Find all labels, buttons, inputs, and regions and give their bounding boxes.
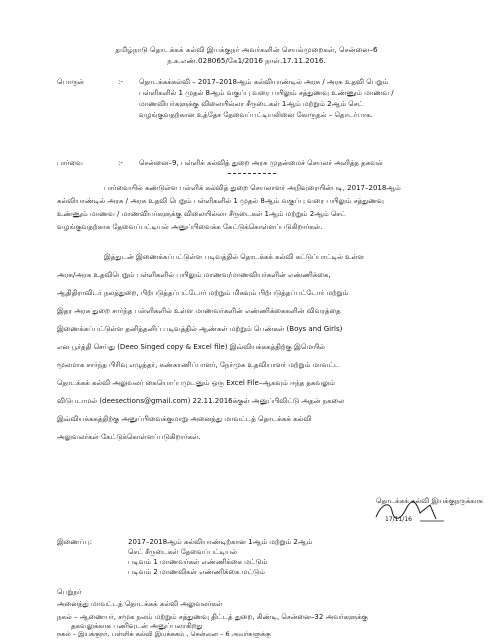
subject-line: மாணவியர்களுக்கு விலையில்லா சீருடைகள் 1ஆம் மற்றும் 2ஆம் செட் [139, 100, 364, 108]
enclosure-label: இணைப்பு: [57, 538, 93, 546]
para1-line: கல்வியாண்டில் அரசு / அரசு உதவி பெறும் பள்ளிகளில் 1 முதல் 8ஆம் வகுப்பு வரை பயிலும் சத்துணவு [57, 197, 384, 205]
para2-line: இத்துடன் இணைக்கப்பட்டுள்ள படிவத்தில் தொடக்கக் கல்வி கட்டுப்பாட்டில் உள்ள [104, 253, 365, 261]
enclosure-line: செட் சீருடைகள் தேவைப்பட்டியல் [128, 548, 237, 556]
para2-line: இணைக்கப்பட்டுள்ள தனித்தனிப் படிவத்தில் ஆண்கள் மற்றும் பெண்கள் (Boys and Girls) [57, 325, 343, 333]
header-reference-number: ந.க.எண்.028065/கே1/2016 நாள்.17.11.2016. [167, 56, 326, 65]
para1-line: பார்வையில் கண்டுள்ள பள்ளிக் கல்வித் துறை செயலாளர் அறிவுரையின்படி, 2017–2018ஆம் [104, 184, 401, 192]
subject-line: வழங்குவதற்கான உத்தேச தேவைப்பட்டியலினை கோருதல் – தொடர்பாக. [139, 111, 373, 119]
reference-text: சென்னை–9, பள்ளிக் கல்வித் துறை அரசு முதன்மைச் செயலர் அளித்த தகவல் [139, 159, 383, 167]
subject-line: பள்ளிகளில் 1 முதல் 8ஆம் வகுப்பு வரை பயிலும் சத்துணவு உண்ணும் மாணவ / [139, 89, 394, 97]
subject-separator: :- [118, 78, 123, 86]
para2-line: மூலமாக சார்ந்த பிரிவு எழுத்தர், கண்காணிப்பாளர், நேர்முக உதவியாளர் மற்றும் மாவட்ட [57, 361, 340, 369]
section-divider [228, 173, 276, 174]
copy-line: நகல் – இயக்குநர், பள்ளிக் கல்வி இயக்ககம் , சென்னை – 6 அவர்களுக்கு [57, 630, 271, 638]
para1-line: வழங்குவதற்காக தேவைப்பட்டியல் அனுப்பிவைக்க கேட்டுக்கொள்ளப்படுகிறார்கள். [57, 223, 323, 231]
enclosure-line: படிவம் 2 மாணவிகள் எண்ணிக்கை மட்டும் [128, 568, 265, 576]
signature-designation: தொடக்கக் கல்வி இயக்குநருக்காக [376, 497, 483, 505]
para2-line: இதர அரசு துறை சார்ந்த பள்ளிகளில் உள்ள மாணவர்களின் எண்ணிக்கைகளின் விவரத்தை [57, 307, 341, 315]
copy-line: நகல் – ஆணையர், சமூக நலம் மற்றும் சத்துணவு திட்டத் துறை, கிண்டி, சென்னை–32 அவர்களுக்கு [57, 613, 368, 621]
reference-separator: :- [118, 159, 123, 167]
recipient-label: பெறுநர் [57, 588, 82, 596]
subject-line: தொடக்கக்கல்வி – 2017–2018ஆம் கல்வியாண்டில் அரசு / அரசு உதவி பெறும் [139, 78, 389, 86]
para2-line: அரசு/அரசு உதவிபெறும் பள்ளிகளில் பயிலும் மாணவ/மாணவியர்களின் எண்ணிக்கை, [57, 271, 331, 279]
para2-line: அலுவலர்கள் கேட்டுக்கொள்ளப்படுகிறார்கள். [57, 433, 201, 441]
recipient-text: அனைத்து மாவட்டத் தொடக்கக் கல்வி அலுவலர்கள் [57, 600, 223, 608]
enclosure-line: 2017–2018ஆம் கல்வியாண்டிற்கான 1ஆம் மற்றும் 2ஆம் [128, 538, 313, 546]
para2-line: என பூர்த்தி செய்து (Deeo Singed copy & Excel file) இவ்வியக்ககத்திற்கு இமெயில் [57, 343, 325, 351]
subject-label: பொருள் [57, 78, 85, 86]
para2-line-email: விடுபடாமல் (deesections@gmail.com) 22.11.2016க்குள் அனுப்பிவிட்டு அதன் நகலை [57, 397, 345, 405]
para2-line: தொடக்கக் கல்வி அலுவலர் கையொப்பமுடனும் ஒரு Excel File–ஆகவும் ஈந்த தகவலும் [57, 379, 335, 387]
copy-line: தகவலுக்காக பணிவுடன் அனுப்பலாகிறது [71, 622, 203, 630]
enclosure-line: படிவம் 1 மாணவர்கள் எண்ணிக்கை மட்டும் [128, 558, 268, 566]
header-title: தமிழ்நாடு தொடக்கக் கல்வி இயக்குநர் அவர்களின் செயல்முறைகள், சென்னை–6 [115, 45, 378, 54]
signature-date: 17/11/16 [385, 516, 412, 523]
reference-label: பார்வை [57, 159, 83, 167]
para2-line: ஆதிதிராவிடர் நலத்துறை, பிற்படுத்தப்பட்டோர் மற்றும் மிகவும் பிற்படுத்தப்பட்டோர் மற்றும் [57, 289, 349, 297]
para1-line: உண்ணும் மாணவ / மாணவியர்களுக்கு விலையில்லா சீருடைகள் 1ஆம் மற்றும் 2ஆம் செட் [57, 210, 346, 218]
para2-line: இவ்வியக்ககத்திற்கு அனுப்பிவைக்குமாறு அனைத்து மாவட்டத் தொடக்கக் கல்வி [57, 415, 312, 423]
